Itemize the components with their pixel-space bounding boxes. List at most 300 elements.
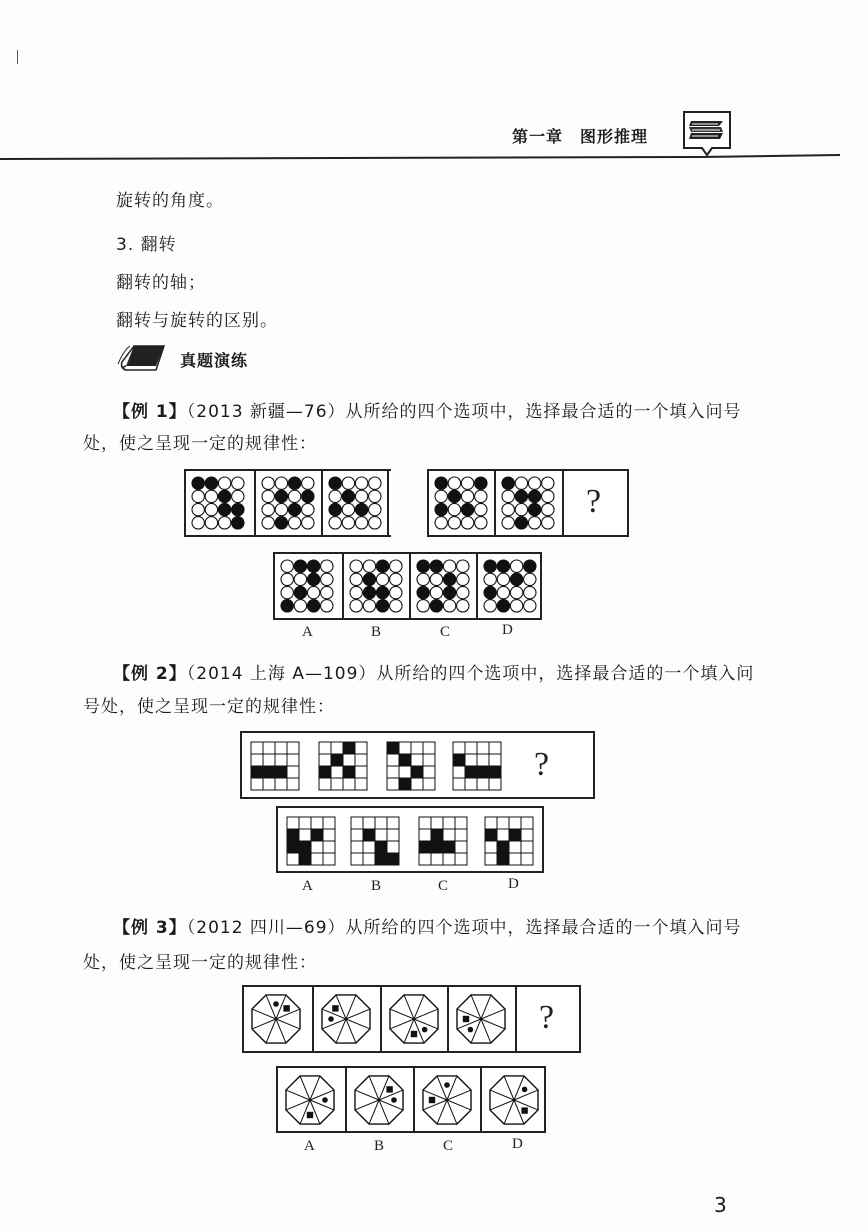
empty-square [423,742,435,754]
empty-square [375,829,387,841]
empty-circle [369,477,381,489]
empty-square [431,853,443,865]
filled-circle [435,503,447,515]
empty-circle [542,477,554,489]
empty-circle [192,503,204,515]
empty-square [411,754,423,766]
body-line-2: 翻转的轴； [116,273,206,293]
octagon-figure [482,1068,546,1132]
empty-circle [369,490,381,502]
empty-square [497,829,509,841]
empty-square [323,817,335,829]
empty-circle [528,517,540,529]
empty-square [275,742,287,754]
empty-square [331,742,343,754]
example-2-text [113,659,754,684]
ex1-option-a [275,554,342,618]
filled-square [399,754,411,766]
filled-circle [294,560,306,572]
filled-circle [363,573,375,585]
filled-circle [484,560,496,572]
square-grid [350,816,400,866]
empty-square [263,742,275,754]
empty-square [455,817,467,829]
empty-circle [497,573,509,585]
empty-circle [457,560,469,572]
filled-circle [376,600,388,612]
empty-square [323,829,335,841]
empty-circle [484,600,496,612]
empty-square [455,829,467,841]
empty-square [521,841,533,853]
square-grid [452,741,502,791]
page-number: 3 [714,1193,727,1217]
empty-square [411,742,423,754]
empty-circle [430,573,442,585]
filled-circle [515,490,527,502]
empty-square [275,778,287,790]
ex2-label-d: D [508,876,519,892]
filled-square [387,853,399,865]
empty-circle [390,586,402,598]
filled-circle [448,490,460,502]
square-grid [250,741,300,791]
empty-circle [524,600,536,612]
empty-square [521,829,533,841]
example-2-line2: 号处，使之呈现一定的规律性： [83,697,335,717]
empty-circle [457,586,469,598]
empty-circle [205,517,217,529]
ex1-options-row [273,552,542,620]
filled-circle [275,517,287,529]
empty-circle [350,573,362,585]
empty-square [275,754,287,766]
filled-square [251,766,263,778]
empty-circle [369,517,381,529]
empty-square [465,778,477,790]
empty-square [331,766,343,778]
empty-circle [262,490,274,502]
filled-circle [275,490,287,502]
empty-circle [232,477,244,489]
empty-square [363,841,375,853]
header-rule [0,154,868,162]
empty-square [453,778,465,790]
empty-circle [430,586,442,598]
filled-circle [515,517,527,529]
filled-circle [232,503,244,515]
empty-circle [515,503,527,515]
empty-square [521,817,533,829]
filled-circle [329,477,341,489]
ex3-option-c [413,1068,480,1131]
square-mark [307,1112,313,1118]
empty-circle [524,573,536,585]
dot-mark [422,1027,428,1033]
empty-circle [448,517,460,529]
empty-circle [321,586,333,598]
empty-square [387,817,399,829]
filled-circle [484,586,496,598]
ex3-label-c: C [443,1138,454,1154]
dot-mark [468,1027,474,1033]
empty-circle [302,503,314,515]
empty-square [509,853,521,865]
filled-square [399,778,411,790]
filled-square [375,841,387,853]
circle-grid [429,471,493,535]
empty-circle [502,517,514,529]
empty-square [351,853,363,865]
filled-square [331,754,343,766]
filled-circle [430,600,442,612]
empty-circle [232,490,244,502]
empty-circle [329,490,341,502]
empty-circle [350,586,362,598]
filled-circle [218,490,230,502]
filled-square [287,841,299,853]
filled-circle [288,477,300,489]
empty-circle [262,517,274,529]
ex3-option-d [480,1068,544,1131]
empty-square [343,754,355,766]
filled-square [443,841,455,853]
empty-circle [192,490,204,502]
ex3-label-d: D [512,1136,523,1152]
empty-circle [355,490,367,502]
empty-square [323,841,335,853]
empty-circle [510,560,522,572]
dot-mark [391,1097,397,1103]
empty-square [351,829,363,841]
ex1-cell-5 [494,471,562,535]
empty-circle [355,477,367,489]
filled-circle [497,560,509,572]
ex1-label-d: D [502,622,513,638]
empty-circle [321,560,333,572]
empty-circle [363,560,375,572]
empty-circle [281,586,293,598]
filled-square [411,766,423,778]
empty-square [509,817,521,829]
empty-square [477,754,489,766]
empty-square [443,817,455,829]
empty-circle [205,503,217,515]
empty-circle [510,586,522,598]
ex1-label-c: C [440,624,451,640]
empty-square [477,742,489,754]
empty-circle [542,503,554,515]
empty-circle [218,517,230,529]
empty-circle [288,490,300,502]
filled-circle [435,477,447,489]
filled-square [299,853,311,865]
ex3-cell-1 [244,987,312,1051]
filled-circle [192,477,204,489]
empty-square [419,853,431,865]
ex3-label-b: B [374,1138,385,1154]
empty-circle [435,517,447,529]
dot-mark [328,1016,334,1022]
example-1-tag: 【例 1】 [113,402,187,422]
empty-square [355,742,367,754]
empty-circle [275,503,287,515]
ex3-option-b [345,1068,413,1131]
empty-square [355,778,367,790]
empty-square [431,817,443,829]
filled-circle [307,560,319,572]
octagon-figure [449,987,513,1051]
empty-circle [502,503,514,515]
empty-square [453,766,465,778]
empty-circle [475,503,487,515]
empty-square [443,829,455,841]
square-mark [463,1016,469,1022]
empty-square [351,817,363,829]
empty-square [489,742,501,754]
empty-square [299,817,311,829]
square-mark [386,1086,392,1092]
ex1-gap [391,469,427,537]
empty-circle [376,573,388,585]
filled-square [343,742,355,754]
ex1-cell-answer [562,471,627,535]
empty-circle [457,573,469,585]
empty-circle [205,490,217,502]
dot-mark [522,1087,528,1093]
ex3-cell-4 [447,987,515,1051]
empty-square [419,817,431,829]
empty-square [311,817,323,829]
empty-square [363,817,375,829]
empty-square [485,841,497,853]
empty-square [351,841,363,853]
filled-circle [281,600,293,612]
empty-square [375,817,387,829]
ex1-cell-1 [186,471,254,535]
ex1-cell-2 [254,471,321,535]
example-2-tag: 【例 2】 [113,664,187,684]
circle-grid [256,471,320,535]
empty-circle [294,600,306,612]
ex3-options-row [276,1066,546,1133]
ex2-label-b: B [371,878,382,894]
circle-grid [344,554,408,618]
empty-circle [288,517,300,529]
empty-square [287,766,299,778]
filled-circle [205,477,217,489]
empty-circle [342,517,354,529]
empty-square [363,853,375,865]
empty-circle [342,503,354,515]
ex3-label-a: A [304,1138,315,1154]
body-line-3: 翻转与旋转的区别。 [116,311,278,331]
empty-square [477,778,489,790]
dot-mark [444,1082,450,1088]
empty-square [251,778,263,790]
body-line-1: 旋转的角度。 [116,191,224,211]
example-3-text [113,913,742,938]
empty-square [311,841,323,853]
empty-circle [417,573,429,585]
filled-circle [461,503,473,515]
heading-3: 3. 翻转 [116,235,177,255]
square-grid [418,816,468,866]
ex1-label-a: A [302,624,313,640]
question-mark: ? [539,999,555,1036]
empty-square [423,778,435,790]
example-1-line1: （2013 新疆—76）从所给的四个选项中，选择最合适的一个填入问号 [186,402,742,422]
octagon-figure [244,987,308,1051]
empty-square [423,754,435,766]
question-mark: ? [586,483,602,520]
square-mark [521,1107,527,1113]
filled-square [343,766,355,778]
empty-square [453,742,465,754]
square-grid [318,741,368,791]
octagon-figure [347,1068,411,1132]
empty-circle [302,477,314,489]
empty-circle [475,517,487,529]
empty-circle [443,600,455,612]
filled-square [275,766,287,778]
empty-circle [307,586,319,598]
square-grid [386,741,436,791]
ex2-label-c: C [438,878,449,894]
empty-square [331,778,343,790]
empty-square [287,853,299,865]
ex2-options-row [276,806,544,873]
filled-circle [376,560,388,572]
filled-circle [430,560,442,572]
filled-circle [376,586,388,598]
ex1-option-b [342,554,409,618]
filled-circle [307,600,319,612]
empty-circle [342,477,354,489]
empty-square [465,754,477,766]
empty-square [287,742,299,754]
filled-square [387,742,399,754]
example-3-tag: 【例 3】 [113,918,187,938]
ex3-option-a [278,1068,345,1131]
empty-square [411,778,423,790]
empty-square [387,841,399,853]
filled-square [311,829,323,841]
empty-circle [262,477,274,489]
filled-circle [342,490,354,502]
empty-square [251,754,263,766]
empty-circle [350,600,362,612]
empty-circle [281,560,293,572]
circle-grid [478,554,542,618]
ex1-cell-4 [427,471,494,535]
example-3-line1: （2012 四川—69）从所给的四个选项中，选择最合适的一个填入问号 [186,918,742,938]
filled-circle [524,560,536,572]
empty-circle [542,517,554,529]
empty-circle [448,503,460,515]
empty-circle [321,600,333,612]
empty-circle [475,490,487,502]
empty-circle [281,573,293,585]
empty-circle [275,477,287,489]
filled-circle [528,503,540,515]
empty-circle [363,600,375,612]
filled-square [299,841,311,853]
ex1-label-b: B [371,624,382,640]
square-mark [283,1005,289,1011]
ex1-cell-3 [321,471,389,535]
empty-square [489,778,501,790]
empty-square [455,841,467,853]
filled-circle [329,503,341,515]
example-3-line2: 处，使之呈现一定的规律性： [83,953,317,973]
empty-square [387,778,399,790]
empty-circle [502,490,514,502]
empty-circle [484,573,496,585]
filled-square [489,766,501,778]
empty-square [521,853,533,865]
square-grid [286,816,336,866]
empty-circle [497,586,509,598]
empty-square [497,817,509,829]
empty-square [343,778,355,790]
empty-square [287,817,299,829]
circle-grid [275,554,339,618]
empty-square [423,766,435,778]
filled-circle [294,586,306,598]
margin-mark [17,50,18,64]
circle-grid [323,471,387,535]
empty-circle [390,560,402,572]
square-mark [332,1005,338,1011]
empty-circle [390,600,402,612]
empty-square [355,754,367,766]
empty-square [319,754,331,766]
empty-circle [461,490,473,502]
circle-grid [411,554,475,618]
octagon-figure [415,1068,479,1132]
dot-mark [273,1001,279,1007]
empty-square [485,817,497,829]
empty-square [299,829,311,841]
empty-circle [218,477,230,489]
empty-square [509,841,521,853]
empty-square [323,853,335,865]
filled-square [465,766,477,778]
empty-circle [417,600,429,612]
ex1-question-row [184,469,629,537]
example-1-text [113,397,742,422]
square-grid [484,816,534,866]
filled-circle [363,586,375,598]
empty-square [319,778,331,790]
empty-square [311,853,323,865]
ex1-option-d [476,554,540,618]
empty-circle [515,477,527,489]
filled-circle [232,517,244,529]
filled-square [497,841,509,853]
empty-circle [528,477,540,489]
question-mark: ? [534,746,550,783]
empty-square [455,853,467,865]
empty-circle [355,517,367,529]
filled-square [431,829,443,841]
empty-circle [510,600,522,612]
ex2-label-a: A [302,878,313,894]
filled-circle [475,477,487,489]
empty-circle [294,573,306,585]
filled-circle [307,573,319,585]
